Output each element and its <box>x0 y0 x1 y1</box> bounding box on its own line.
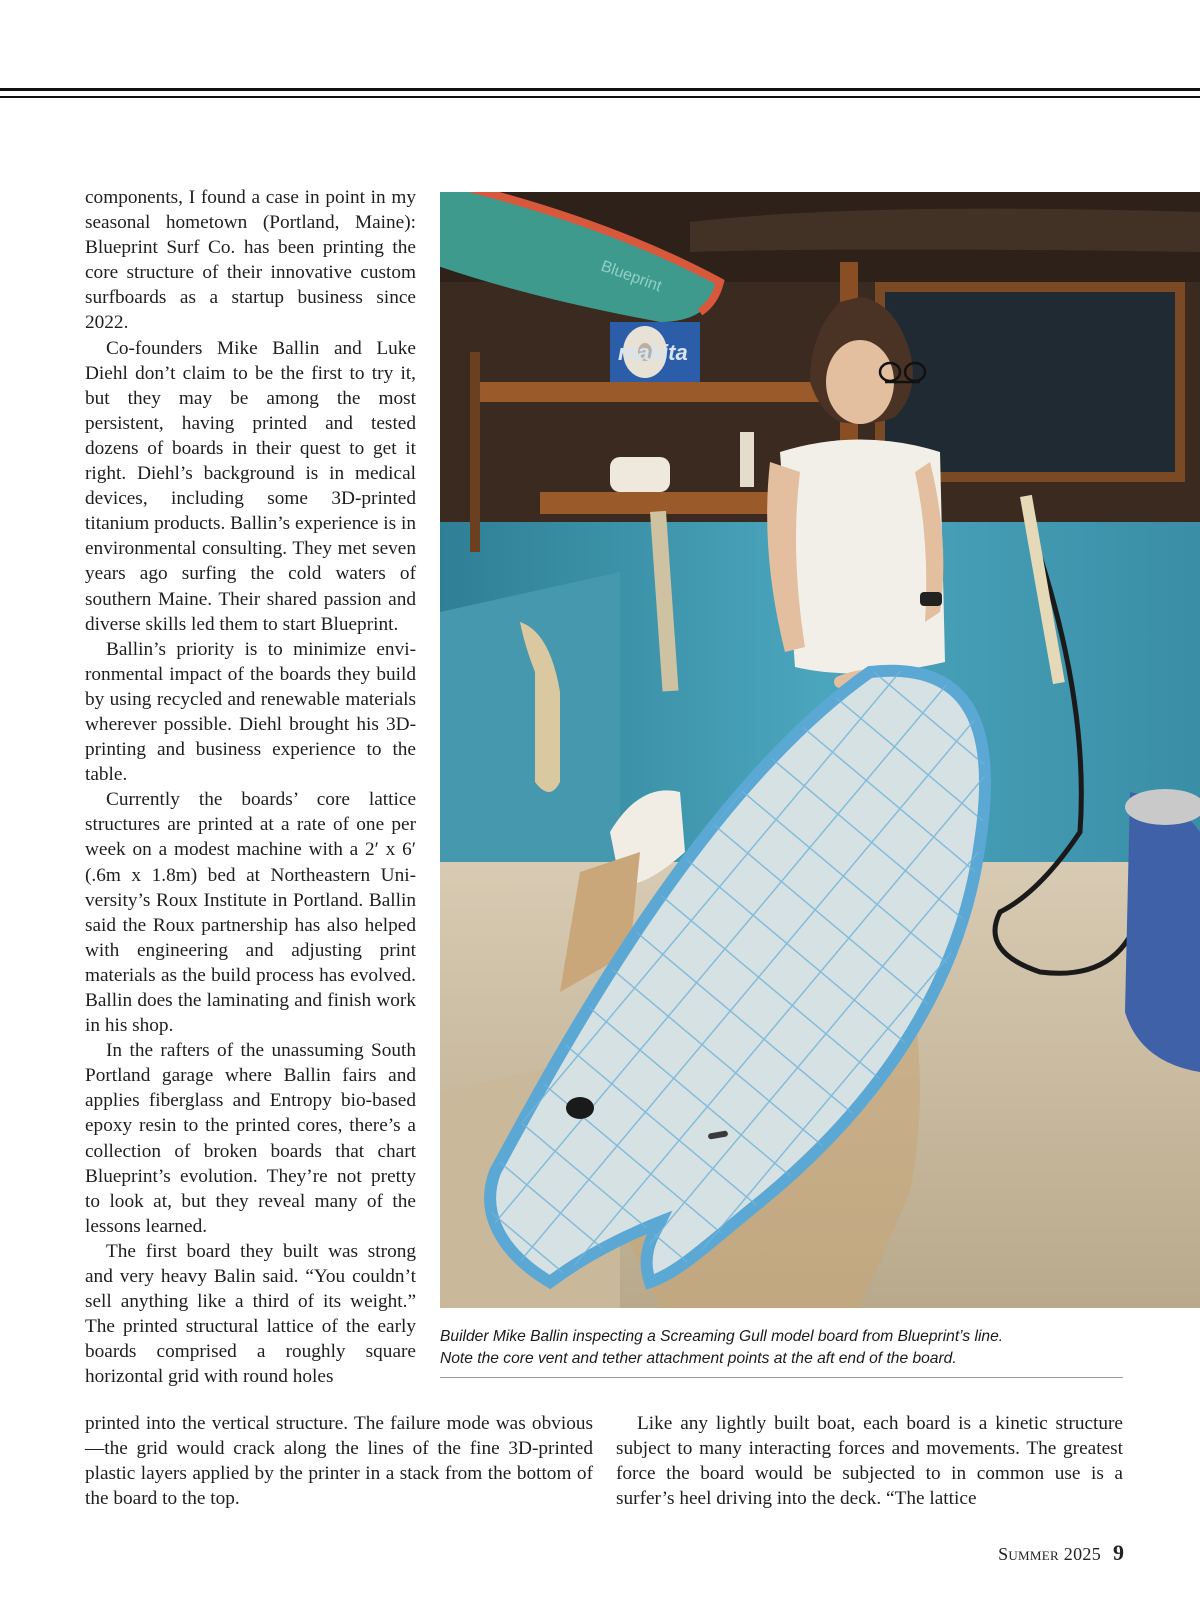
caption-divider <box>440 1377 1123 1378</box>
paragraph-5: In the rafters of the unassuming South Portland garage where Ballin fairs and applies fiberglass and Entropy bio-based epoxy resin to the printed cores, there’s a collection of broken boards that chart Blueprint’s evolution. They’re not pretty to look at, but they reveal many of the lessons learned. <box>85 1040 416 1237</box>
paragraph-4: Currently the boards’ core lattice structures are printed at a rate of one per week on a modest machine with a 2′ x 6′ (.6m x 1.8m) bed at Northeastern University’s Roux Institute in Portland. Ballin said the Roux partnership has also helped with engineering and adjusting print materials as the build process has evolved. Ballin does the laminating and finish work in his shop. <box>85 789 416 1037</box>
paragraph-6: The first board they built was strong and very heavy Balin said. “You couldn’t sell anything like a third of its weight.” The printed structural lattice of the early boards comprised a roughly square horizontal grid with round holes <box>85 1240 416 1388</box>
header-rule-thick <box>0 88 1200 91</box>
header-rule-thin <box>0 96 1200 98</box>
caption-line-1: Builder Mike Ballin inspecting a Screaming Gull model board from Blueprint’s line. <box>440 1328 1004 1345</box>
paragraph-3: Ballin’s priority is to minimize environmental impact of the boards they build by using recycled and renewable materials wherever possible. Diehl brought his 3D-printing and business experience to the table. <box>85 638 416 786</box>
workshop-photo <box>440 192 1200 1308</box>
article-left-column <box>85 185 416 1390</box>
page-number: 9 <box>1113 1540 1124 1565</box>
paragraph-1: components, I found a case in point in my seasonal hometown (Portland, Maine): Blueprint Surf Co. has been printing the core structure of their innovative custom surfboards as a startup business since 2022. <box>85 187 416 334</box>
caption-line-2: Note the core vent and tether attachment points at the aft end of the board. <box>440 1350 957 1367</box>
bottom-right-paragraph: Like any lightly built boat, each board is a kinetic structure subject to many interacting forces and movements. The greatest force the board would be subjected to in common use is a surfer’s heel driving into the deck. “The lattice <box>616 1413 1123 1510</box>
toolbox-brand-label: makita <box>618 340 688 365</box>
paragraph-2: Co-founders Mike Ballin and Luke Diehl don’t claim to be the first to try it, but they may be among the most persistent, having printed and tested dozens of boards in their quest to get it right. Diehl’s background is in medical devices, including some 3D-printed titanium products. Ballin’s experience is in environmental consulting. They met seven years ago surfing the cold waters of southern Maine. Their shared passion and diverse skills led them to start Blueprint. <box>85 337 416 635</box>
bottom-left-paragraph: printed into the vertical structure. The failure mode was obvious—the grid would crack along the lines of the fine 3D-printed plastic layers applied by the printer in a stack from the bottom of the board to the top. <box>85 1413 593 1510</box>
issue-season: Summer 2025 <box>998 1544 1101 1564</box>
overhead-board-logo: Blueprint <box>598 257 664 296</box>
photo-caption <box>440 1326 1130 1370</box>
page-footer <box>998 1540 1124 1566</box>
